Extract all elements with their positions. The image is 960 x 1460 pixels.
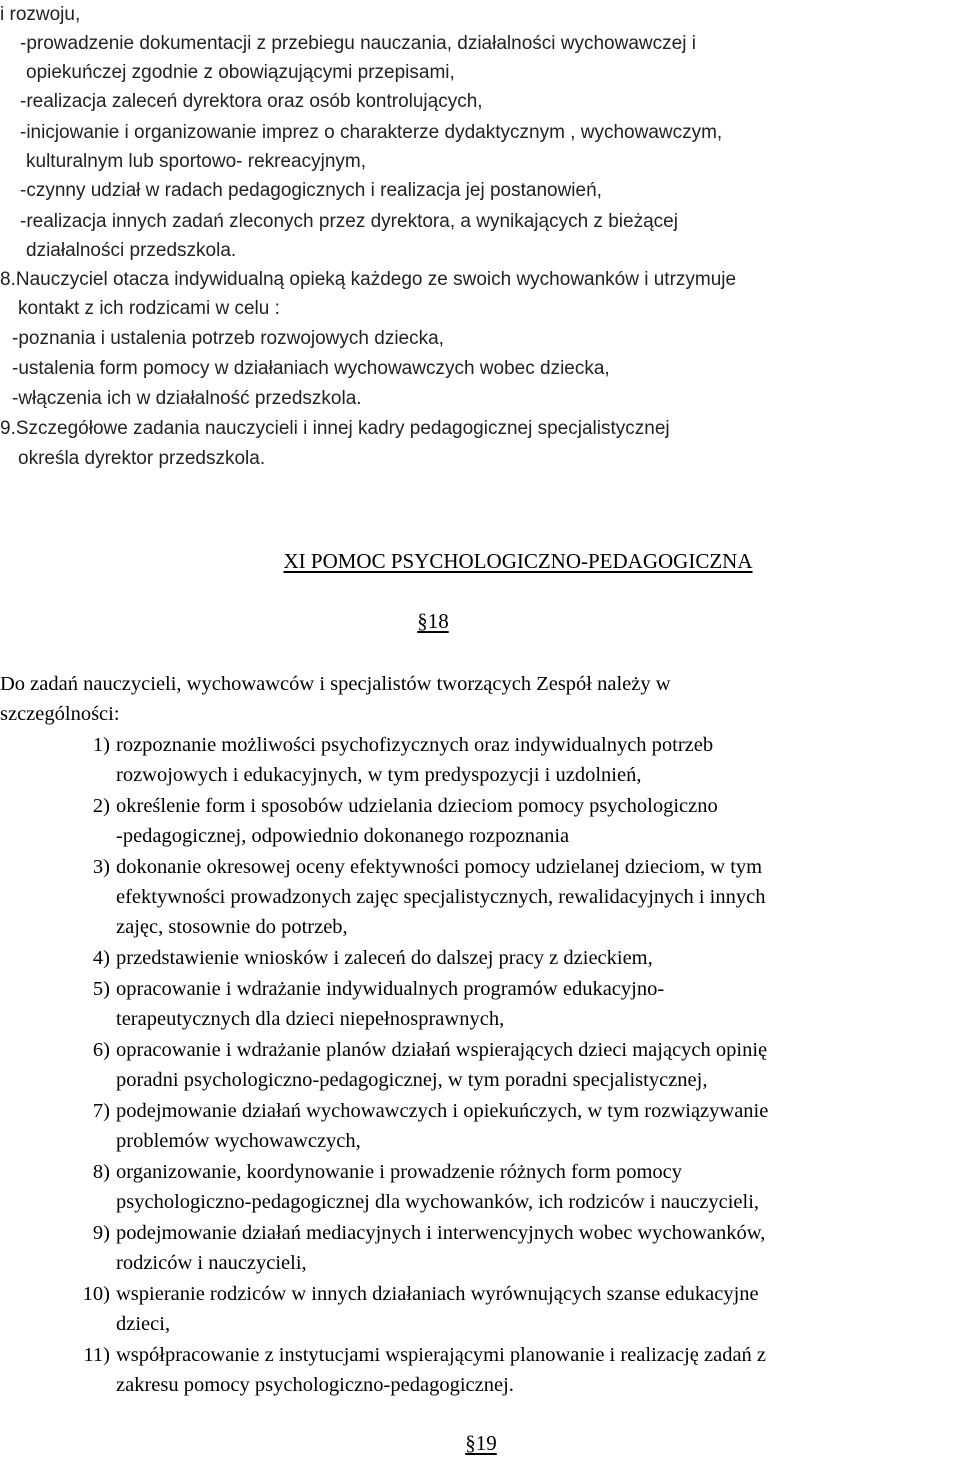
list-item-line: podejmowanie działań mediacyjnych i interwencyjnych wobec wychowanków,	[116, 1222, 766, 1244]
text-line: określa dyrektor przedszkola.	[18, 448, 266, 469]
list-item-line: podejmowanie działań wychowawczych i opiekuńczych, w tym rozwiązywanie	[116, 1100, 769, 1122]
text-line: -prowadzenie dokumentacji z przebiegu nauczania, działalności wychowawczej i	[20, 33, 696, 54]
list-number: 8)	[92, 1161, 110, 1183]
list-item-line: problemów wychowawczych,	[116, 1130, 361, 1152]
list-item-line: zajęc, stosownie do potrzeb,	[116, 916, 348, 938]
section-title: XI POMOC PSYCHOLOGICZNO-PEDAGOGICZNA	[283, 549, 753, 573]
list-item-line: współpracowanie z instytucjami wspierającymi planowanie i realizację zadań z	[116, 1344, 767, 1366]
text-line: 8.Nauczyciel otacza indywidualną opieką każdego ze swoich wychowanków i utrzymuje	[0, 269, 737, 290]
list-item-line: wspieranie rodziców w innych działaniach wyrównujących szanse edukacyjne	[116, 1283, 759, 1305]
text-line: -poznania i ustalenia potrzeb rozwojowych dziecka,	[12, 328, 444, 349]
text-line: -realizacja innych zadań zleconych przez dyrektora, a wynikających z bieżącej	[20, 211, 678, 232]
numbered-list	[76, 0, 960, 1460]
list-number: 11)	[83, 1344, 110, 1366]
paragraph-number: §18	[417, 609, 449, 633]
intro-line: Do zadań nauczycieli, wychowawców i specjalistów tworzących Zespół należy w	[0, 673, 671, 695]
list-number: 10)	[82, 1283, 110, 1305]
list-item-line: zakresu pomocy psychologiczno-pedagogicznej.	[116, 1374, 514, 1396]
next-paragraph-number-value: 19	[475, 1431, 497, 1455]
list-number: 1)	[92, 734, 110, 756]
text-line: -czynny udział w radach pedagogicznych i realizacja jej postanowień,	[20, 180, 602, 201]
list-number: 2)	[92, 795, 110, 817]
list-number: 6)	[92, 1039, 110, 1061]
list-item-line: przedstawienie wniosków i zaleceń do dalszej pracy z dzieckiem,	[116, 947, 653, 969]
text-line: opiekuńczej zgodnie z obowiązującymi przepisami,	[26, 62, 455, 83]
list-number: 9)	[92, 1222, 110, 1244]
list-item-line: rodziców i nauczycieli,	[116, 1252, 307, 1274]
text-line: -ustalenia form pomocy w działaniach wychowawczych wobec dziecka,	[12, 358, 610, 379]
list-number: 5)	[92, 978, 110, 1000]
text-line: -włączenia ich w działalność przedszkola.	[12, 388, 362, 409]
text-line: działalności przedszkola.	[26, 240, 237, 261]
text-line: -inicjowanie i organizowanie imprez o charakterze dydaktycznym , wychowawczym,	[20, 122, 723, 143]
paragraph-number-value: 18	[427, 609, 449, 633]
text-line: 9.Szczegółowe zadania nauczycieli i innej kadry pedagogicznej specjalistycznej	[0, 418, 670, 439]
next-paragraph-number: §19	[465, 1431, 497, 1455]
list-number: 3)	[92, 856, 110, 878]
list-item-line: opracowanie i wdrażanie planów działań wspierających dzieci mających opinię	[116, 1039, 768, 1061]
text-line: i rozwoju,	[0, 4, 81, 25]
list-item-line: dzieci,	[116, 1313, 171, 1335]
text-line: kulturalnym lub sportowo- rekreacyjnym,	[26, 151, 367, 172]
list-item-line: organizowanie, koordynowanie i prowadzenie różnych form pomocy	[116, 1161, 683, 1183]
list-item-line: -pedagogicznej, odpowiednio dokonanego rozpoznania	[116, 825, 570, 847]
list-item-line: opracowanie i wdrażanie indywidualnych programów edukacyjno-	[116, 978, 665, 1000]
list-item-line: określenie form i sposobów udzielania dzieciom pomocy psychologiczno	[116, 795, 718, 817]
list-item-line: rozwojowych i edukacyjnych, w tym predyspozycji i uzdolnień,	[116, 764, 642, 786]
intro-line: szczególności:	[0, 703, 120, 725]
text-line: kontakt z ich rodzicami w celu :	[18, 298, 280, 319]
text-line: -realizacja zaleceń dyrektora oraz osób kontrolujących,	[20, 91, 483, 112]
list-item-line: psychologiczno-pedagogicznej dla wychowanków, ich rodziców i nauczycieli,	[116, 1191, 760, 1213]
list-item-line: efektywności prowadzonych zajęc specjalistycznych, rewalidacyjnych i innych	[116, 886, 766, 908]
list-item-line: poradni psychologiczno-pedagogicznej, w tym poradni specjalistycznej,	[116, 1069, 708, 1091]
list-item-line: dokonanie okresowej oceny efektywności pomocy udzielanej dzieciom, w tym	[116, 856, 763, 878]
list-item-line: terapeutycznych dla dzieci niepełnosprawnych,	[116, 1008, 505, 1030]
list-number: 4)	[92, 947, 110, 969]
list-number: 7)	[92, 1100, 110, 1122]
list-item-line: rozpoznanie możliwości psychofizycznych oraz indywidualnych potrzeb	[116, 734, 714, 756]
